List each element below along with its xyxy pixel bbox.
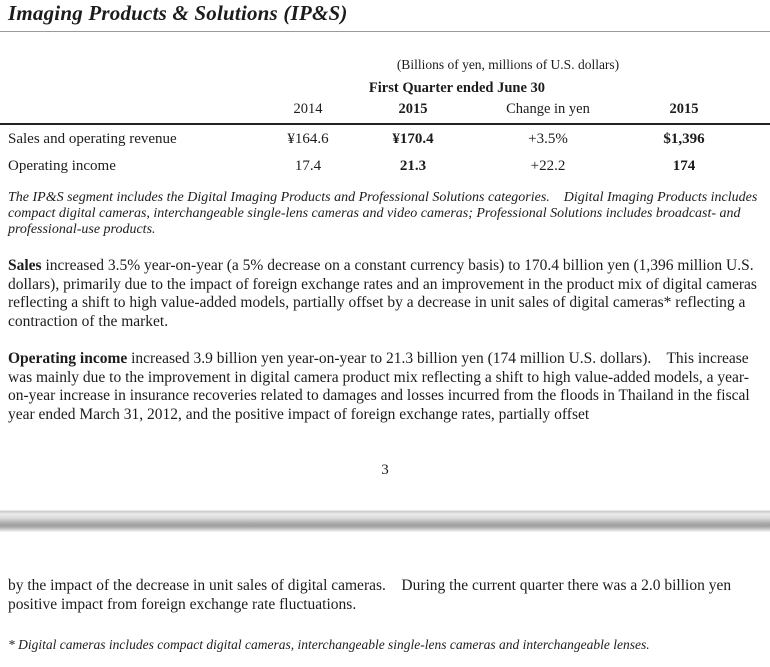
cell-change-yen: +3.5% — [528, 131, 568, 147]
page-number: 3 — [381, 462, 389, 478]
operating-income-paragraph — [8, 350, 760, 425]
page-break-separator — [0, 510, 770, 532]
table-header-change-in-yen: Change in yen — [506, 101, 590, 117]
segment-description-note: The IP&S segment includes the Digital Imaging Products and Professional Solutions categories. Digital Imaging Products includes compact digital cameras, interchangeable single-lens cameras and video cameras; Professional Solutions includes broadcast- and professional-use products. — [8, 190, 761, 237]
table-header-rule — [0, 123, 770, 125]
page-title: Imaging Products & Solutions (IP&S) — [8, 1, 348, 25]
continuation-paragraph: by the impact of the decrease in unit sales of digital cameras. During the current quarter there was a 2.0 billion yen positive impact from foreign exchange rate fluctuations. — [8, 577, 735, 613]
cell-usd-2015: 174 — [672, 158, 696, 174]
cell-usd-2015: $1,396 — [663, 131, 705, 147]
table-row — [8, 131, 762, 148]
row-label: Sales and operating revenue — [8, 131, 177, 147]
digital-cameras-footnote: * Digital cameras includes compact digital cameras, interchangeable single-lens cameras and interchangeable lenses. — [8, 637, 650, 652]
cell-fy2015: ¥170.4 — [392, 131, 434, 147]
period-header: First Quarter ended June 30 — [368, 80, 546, 96]
table-header-2015-usd: 2015 — [669, 101, 699, 117]
operating-paragraph-lead: Operating income — [8, 350, 128, 367]
row-label: Operating income — [8, 158, 116, 174]
table-header-2014: 2014 — [293, 101, 323, 117]
cell-change-yen: +22.2 — [530, 158, 566, 174]
table-row — [8, 158, 762, 175]
sales-paragraph-lead: Sales — [8, 257, 42, 274]
cell-fy2014: ¥164.6 — [287, 131, 329, 147]
title-rule — [0, 31, 770, 32]
cell-fy2014: 17.4 — [294, 158, 322, 174]
table-header-row — [8, 101, 762, 118]
operating-paragraph-body: increased 3.9 billion yen year-on-year to 21.3 billion yen (174 million U.S. dollars). This increase was mainly due to the improvement in digital camera product mix reflecting a shift to high value-added models, a year-on-year increase in insurance recoveries related to damages and losses incurred from the floods in Thailand in the fiscal year ended March 31, 2012, and the positive impact of foreign exchange rates, partially offset — [8, 350, 754, 424]
units-note: (Billions of yen, millions of U.S. dollars) — [396, 57, 620, 72]
table-header-2015-yen: 2015 — [398, 101, 428, 117]
sales-paragraph-body: increased 3.5% year-on-year (a 5% decrease on a constant currency basis) to 170.4 billion yen (1,396 million U.S. dollars), primarily due to the impact of foreign exchange rates and an improvement in the product mix of digital cameras reflecting a shift to high value-added models, partially offset by a decrease in unit sales of digital cameras* reflecting a contraction of the market. — [8, 257, 761, 331]
table-header-label-spacer — [8, 101, 258, 118]
sales-paragraph — [8, 257, 760, 332]
cell-fy2015: 21.3 — [399, 158, 427, 174]
